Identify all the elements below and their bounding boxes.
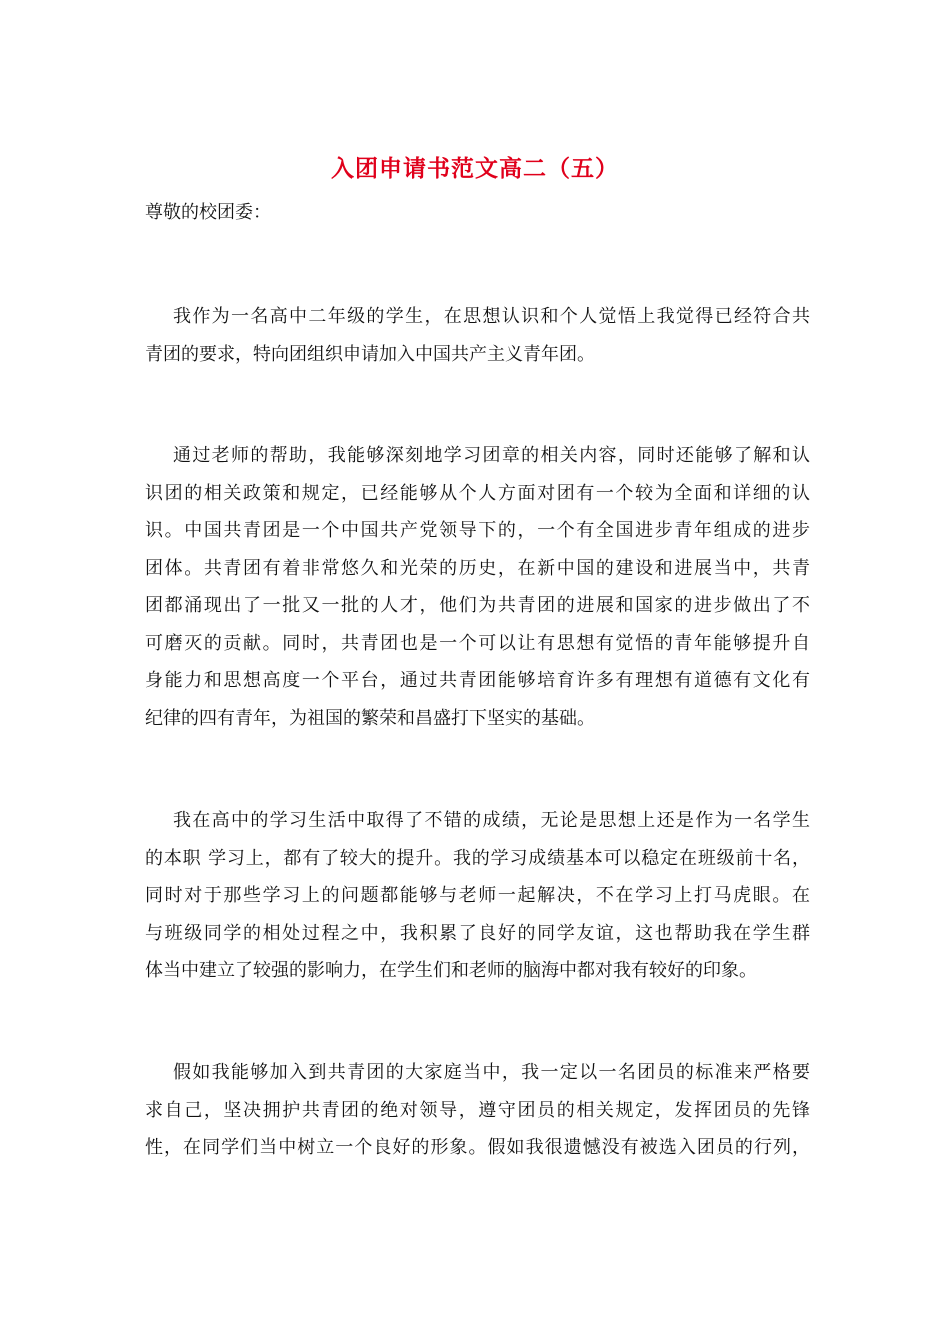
paragraph-line: 同时对于那些学习上的问题都能够与老师一起解决，不在学习上打马虎眼。在 (145, 885, 810, 906)
paragraph-line: 性，在同学们当中树立一个良好的形象。假如我很遗憾没有被选入团员的行列， (145, 1137, 810, 1158)
salutation: 尊敬的校团委： (145, 202, 271, 223)
paragraph-line: 识团的相关政策和规定，已经能够从个人方面对团有一个较为全面和详细的认 (145, 482, 810, 504)
paragraph-line: 与班级同学的相处过程之中，我积累了良好的同学友谊，这也帮助我在学生群 (145, 922, 810, 944)
paragraph-1 (145, 298, 810, 373)
paragraph-line: 假如我能够加入到共青团的大家庭当中，我一定以一名团员的标准来严格要 (173, 1062, 810, 1083)
paragraph-line: 的本职 学习上，都有了较大的提升。我的学习成绩基本可以稳定在班级前十名， (145, 847, 810, 869)
paragraph-line: 我作为一名高中二年级的学生，在思想认识和个人觉悟上我觉得已经符合共 (173, 306, 810, 327)
paragraph-line: 青团的要求，特向团组织申请加入中国共产主义青年团。 (145, 343, 595, 365)
paragraph-line: 体当中建立了较强的影响力，在学生们和老师的脑海中都对我有较好的印象。 (145, 960, 757, 981)
document-title: 入团申请书范文高二（五） (331, 155, 619, 182)
paragraph-line: 身能力和思想高度一个平台，通过共青团能够培育许多有理想有道德有文化有 (145, 670, 810, 691)
paragraph-3 (145, 802, 810, 990)
paragraph-line: 可磨灭的贡献。同时，共青团也是一个可以让有思想有觉悟的青年能够提升自 (145, 632, 810, 654)
paragraph-2 (145, 437, 810, 737)
paragraph-line: 通过老师的帮助，我能够深刻地学习团章的相关内容，同时还能够了解和认 (173, 445, 810, 466)
paragraph-line: 识。中国共青团是一个中国共产党领导下的，一个有全国进步青年组成的进步 (145, 520, 810, 541)
paragraph-4 (145, 1054, 810, 1167)
paragraph-line: 团体。共青团有着非常悠久和光荣的历史，在新中国的建设和进展当中，共青 (145, 557, 810, 579)
paragraph-line: 我在高中的学习生活中取得了不错的成绩，无论是思想上还是作为一名学生 (173, 810, 810, 831)
paragraph-line: 求自己，坚决拥护共青团的绝对领导，遵守团员的相关规定，发挥团员的先锋 (145, 1099, 810, 1121)
paragraph-line: 团都涌现出了一批又一批的人才，他们为共青团的进展和国家的进步做出了不 (145, 595, 810, 616)
paragraph-line: 纪律的四有青年，为祖国的繁荣和昌盛打下坚实的基础。 (145, 707, 595, 729)
